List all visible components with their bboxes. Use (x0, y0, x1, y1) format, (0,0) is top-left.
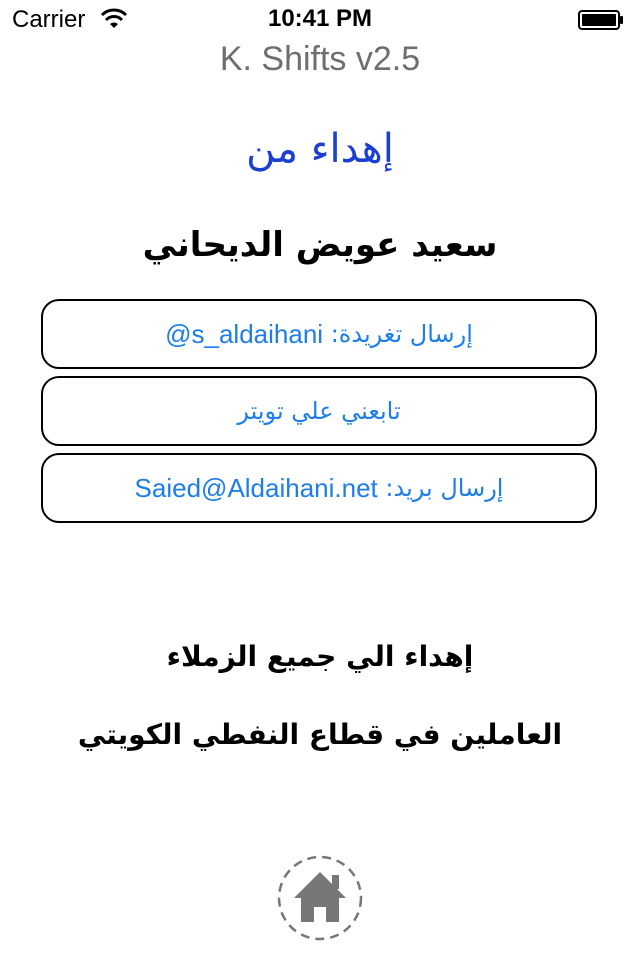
dedication-message-line-1: إهداء الي جميع الزملاء (166, 640, 474, 673)
status-bar (0, 0, 640, 40)
send-tweet-prefix: إرسال تغريدة: (330, 320, 473, 348)
dedication-message-line-2: العاملين في قطاع النفطي الكويتي (77, 718, 563, 751)
author-name: سعيد عويض الديحاني (142, 225, 498, 265)
send-email-prefix: إرسال بريد: (385, 474, 504, 502)
send-tweet-button[interactable] (41, 299, 597, 369)
dedication-title: إهداء من (246, 126, 394, 172)
battery-icon (578, 10, 624, 30)
send-email-button[interactable] (41, 453, 597, 523)
status-time: 10:41 PM (267, 5, 373, 32)
follow-twitter-label: تابعني علي تويتر (237, 397, 401, 425)
follow-twitter-button[interactable] (41, 376, 597, 446)
home-button[interactable] (276, 854, 364, 942)
carrier-label: Carrier (12, 6, 86, 33)
twitter-handle: @s_aldaihani (165, 318, 324, 349)
email-address: Saied@Aldaihani.net (134, 472, 378, 503)
home-icon (276, 854, 364, 942)
app-title: K. Shifts v2.5 (219, 40, 421, 78)
